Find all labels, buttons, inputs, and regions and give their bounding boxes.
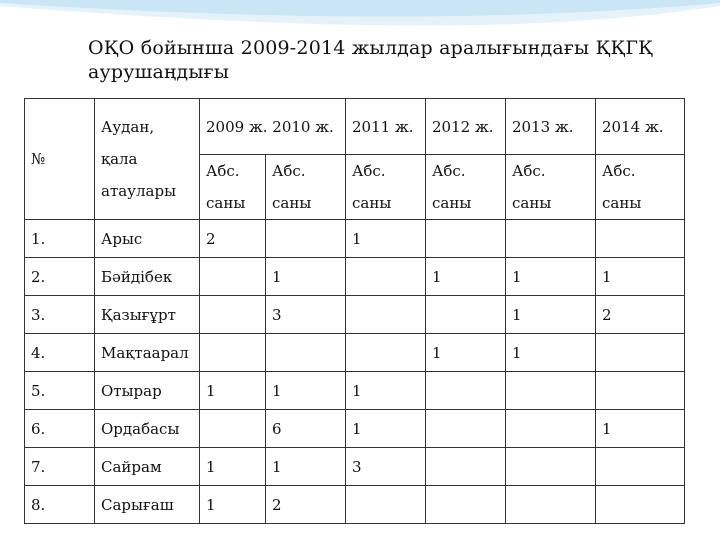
value-cell: 1 [596,258,685,296]
value-cell: 3 [266,296,346,334]
title-line-2: аурушаңдығы [88,61,230,83]
value-cell [426,486,506,524]
value-cell [596,372,685,410]
value-cell [426,220,506,258]
abs-line-2: саны [602,194,642,212]
value-cell: 1 [506,258,596,296]
row-number: 2. [25,258,95,296]
value-cell [506,448,596,486]
value-cell: 1 [266,258,346,296]
value-cell: 1 [596,410,685,448]
district-name: Сайрам [95,448,200,486]
value-cell: 1 [506,296,596,334]
value-cell [346,334,426,372]
header-year-2013: 2013 ж. [506,99,596,155]
district-name: Отырар [95,372,200,410]
abs-line-1: Абс. [602,162,636,180]
abs-line-2: саны [206,194,246,212]
abs-line-1: Абс. [352,162,386,180]
abs-line-2: саны [272,194,312,212]
header-district-line-1: Аудан, [101,118,155,136]
header-year-2014: 2014 ж. [596,99,685,155]
abs-header-cell [200,155,266,220]
abs-header-cell [426,155,506,220]
abs-line-2: саны [432,194,472,212]
value-cell [506,410,596,448]
abs-header-cell [346,155,426,220]
row-number: 4. [25,334,95,372]
table-row [25,410,685,448]
abs-line-1: Абс. [272,162,306,180]
value-cell [346,258,426,296]
value-cell: 2 [266,486,346,524]
header-row-years [25,99,685,155]
district-name: Мақтаарал [95,334,200,372]
header-number: № [25,99,95,220]
row-number: 5. [25,372,95,410]
value-cell [426,448,506,486]
value-cell [426,372,506,410]
value-cell [200,334,266,372]
value-cell [426,296,506,334]
value-cell: 2 [596,296,685,334]
year-label: 2009 ж. [206,117,268,136]
cases-table [24,98,685,524]
table-row [25,372,685,410]
district-name: Бәйдібек [95,258,200,296]
table-row [25,448,685,486]
value-cell: 6 [266,410,346,448]
value-cell [200,258,266,296]
table-row [25,296,685,334]
header-year-2011: 2011 ж. [346,99,426,155]
row-number: 3. [25,296,95,334]
abs-header-cell [266,155,346,220]
value-cell [346,486,426,524]
row-number: 8. [25,486,95,524]
header-year-2012: 2012 ж. [426,99,506,155]
district-name: Ордабасы [95,410,200,448]
value-cell: 1 [346,410,426,448]
value-cell [346,296,426,334]
value-cell [506,372,596,410]
abs-line-1: Абс. [206,162,240,180]
value-cell [596,486,685,524]
year-label: 2010 ж. [272,117,334,136]
abs-header-cell [596,155,685,220]
value-cell: 3 [346,448,426,486]
page-title [88,36,688,84]
abs-line-1: Абс. [512,162,546,180]
value-cell [596,220,685,258]
value-cell: 1 [426,258,506,296]
value-cell: 1 [200,372,266,410]
abs-line-1: Абс. [432,162,466,180]
table-body [25,220,685,524]
value-cell [426,410,506,448]
value-cell: 1 [200,448,266,486]
value-cell [200,410,266,448]
value-cell [506,486,596,524]
value-cell [200,296,266,334]
title-line-1: ОҚО бойынша 2009-2014 жылдар аралығындағы ҚҚГҚ [88,37,654,59]
abs-header-cell [506,155,596,220]
value-cell: 2 [200,220,266,258]
value-cell [596,448,685,486]
table-row [25,486,685,524]
row-number: 7. [25,448,95,486]
district-name: Қазығұрт [95,296,200,334]
row-number: 1. [25,220,95,258]
abs-line-2: саны [352,194,392,212]
header-district-line-2: қала [101,150,138,168]
value-cell: 1 [266,448,346,486]
header-district-line-3: атаулары [101,182,177,200]
table-row [25,334,685,372]
value-cell [506,220,596,258]
district-name: Арыс [95,220,200,258]
table-row [25,220,685,258]
value-cell [266,334,346,372]
value-cell: 1 [346,372,426,410]
value-cell: 1 [426,334,506,372]
value-cell: 1 [200,486,266,524]
value-cell: 1 [346,220,426,258]
abs-line-2: саны [512,194,552,212]
district-name: Сарығаш [95,486,200,524]
table-row [25,258,685,296]
row-number: 6. [25,410,95,448]
header-year-2009-2010 [200,99,346,155]
header-district [95,99,200,220]
value-cell: 1 [506,334,596,372]
value-cell [266,220,346,258]
value-cell: 1 [266,372,346,410]
value-cell [596,334,685,372]
